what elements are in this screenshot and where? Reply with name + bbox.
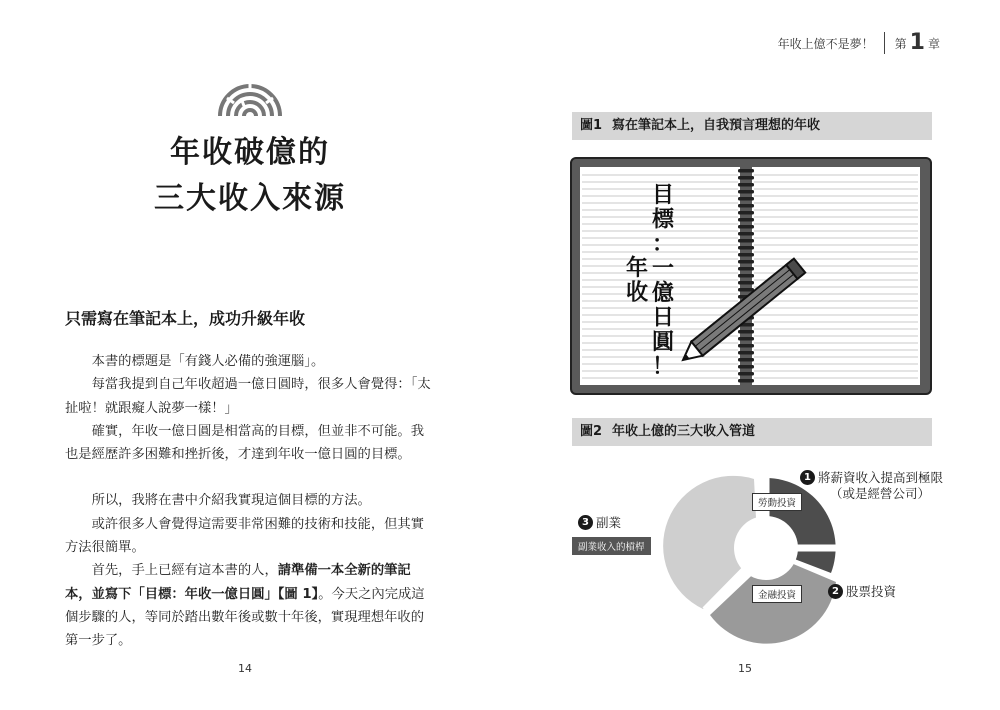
callout-2 xyxy=(828,584,896,600)
spiral-ring xyxy=(738,358,754,362)
tag-side-business-leverage: 副業收入的槓桿 xyxy=(572,537,651,555)
handwritten-char: 億 xyxy=(651,281,675,306)
spiral-ring xyxy=(738,267,754,271)
spiral-ring xyxy=(738,225,754,229)
spiral-ring xyxy=(738,281,754,285)
paragraph-6 xyxy=(65,559,437,652)
callout-3-text: 副業 xyxy=(596,515,622,530)
figure1-caption xyxy=(572,112,932,140)
paragraph-3: 確實，年收一億日圓是相當高的目標，但並非不可能。我也是經歷許多困難和挫折後，才達到年收一億日圓的目標。 xyxy=(65,423,425,463)
callout-1-line2: （或是經營公司） xyxy=(830,486,931,501)
spiral-ring xyxy=(738,211,754,215)
running-head-title: 年收上億不是夢！ xyxy=(777,36,874,51)
handwritten-char: 目 xyxy=(651,183,675,208)
handwritten-char: 日 xyxy=(651,305,675,331)
chapter-prefix: 第 xyxy=(894,36,907,51)
chapter-suffix: 章 xyxy=(927,36,940,51)
spiral-ring xyxy=(738,239,754,243)
spiral-ring xyxy=(738,204,754,208)
income-donut-chart xyxy=(560,460,960,650)
spiral-ring xyxy=(738,232,754,236)
handwritten-char: 圓 xyxy=(651,330,675,355)
paragraph-5: 或許很多人會覺得這需要非常困難的技術和技能，但其實方法很簡單。 xyxy=(65,516,425,556)
figure1-title: 寫在筆記本上，自我預言理想的年收 xyxy=(612,118,821,133)
handwritten-char: 收 xyxy=(625,280,649,306)
spiral-ring xyxy=(738,372,754,376)
maze-ornament-icon xyxy=(215,78,285,118)
spiral-ring xyxy=(738,288,754,292)
tag-financial-investment: 金融投資 xyxy=(752,585,802,603)
spiral-ring xyxy=(738,365,754,369)
chapter-title-line1: 年收破億的 xyxy=(170,135,330,170)
svg-text:年收 xyxy=(626,255,648,306)
spiral-ring xyxy=(738,253,754,257)
callout-2-number: 2 xyxy=(828,584,843,599)
paragraph-2: 每當我提到自己年收超過一億日圓時，很多人會覺得：「太扯啦！就跟癡人說夢一樣！」 xyxy=(65,377,431,416)
callout-1-line1: 將薪資收入提高到極限 xyxy=(818,470,944,485)
spiral-ring xyxy=(738,260,754,264)
chapter-title-line2: 三大收入來源 xyxy=(154,181,346,216)
spiral-ring xyxy=(738,176,754,180)
header-divider xyxy=(884,32,885,54)
chapter-title xyxy=(60,130,440,222)
callout-3-number: 3 xyxy=(578,515,593,530)
callout-1-number: 1 xyxy=(800,470,815,485)
chapter-number: 1 xyxy=(909,30,925,55)
handwritten-char: ！ xyxy=(651,354,675,380)
callout-1 xyxy=(800,470,943,502)
section-heading: 只需寫在筆記本上，成功升級年收 xyxy=(65,309,306,328)
spiral-ring xyxy=(738,190,754,194)
spiral-ring xyxy=(738,197,754,201)
paragraph-4: 所以，我將在書中介紹我實現這個目標的方法。 xyxy=(91,493,371,509)
spiral-ring xyxy=(738,246,754,250)
page-number-right: 15 xyxy=(738,662,752,675)
spiral-ring xyxy=(738,218,754,222)
handwritten-char: ： xyxy=(651,232,675,257)
callout-3 xyxy=(578,515,621,531)
handwritten-char: 標 xyxy=(651,207,675,233)
svg-text:目標：一億日圓！ xyxy=(652,183,675,380)
paragraph-6-end: 。今天之內完成這個步驟的人，等同於踏出數年後或數十年後，實現理想年收的第一步了。 xyxy=(65,586,425,649)
handwritten-char: 年 xyxy=(625,256,649,281)
figure1-label: 圖1 xyxy=(580,118,603,133)
figure2-label: 圖2 xyxy=(580,424,603,439)
paragraph-1: 本書的標題是「有錢人必備的強運腦」。 xyxy=(91,354,325,369)
spiral-ring xyxy=(738,379,754,383)
spiral-ring xyxy=(738,330,754,334)
spiral-ring xyxy=(738,351,754,355)
right-page xyxy=(500,0,1000,710)
figure2-title: 年收上億的三大收入管道 xyxy=(612,424,756,439)
spiral-ring xyxy=(738,169,754,173)
paragraph-6-start: 首先，手上已經有這本書的人， xyxy=(91,563,278,579)
notebook-illustration xyxy=(570,157,932,395)
tag-labor-investment: 勞動投資 xyxy=(752,493,802,511)
running-header xyxy=(778,32,940,54)
handwritten-char: 一 xyxy=(651,256,675,282)
spiral-ring xyxy=(738,183,754,187)
body-text xyxy=(65,350,437,653)
spiral-ring xyxy=(738,344,754,348)
figure2-caption xyxy=(572,418,932,446)
callout-2-text: 股票投資 xyxy=(846,584,897,599)
paragraph-6-emphasis: 請準備一本全新的筆記本，並寫下「目標：年收一億日圓」【圖 1】 xyxy=(65,563,411,602)
spiral-ring xyxy=(738,274,754,278)
page-number-left: 14 xyxy=(238,662,252,675)
spiral-ring xyxy=(738,337,754,341)
